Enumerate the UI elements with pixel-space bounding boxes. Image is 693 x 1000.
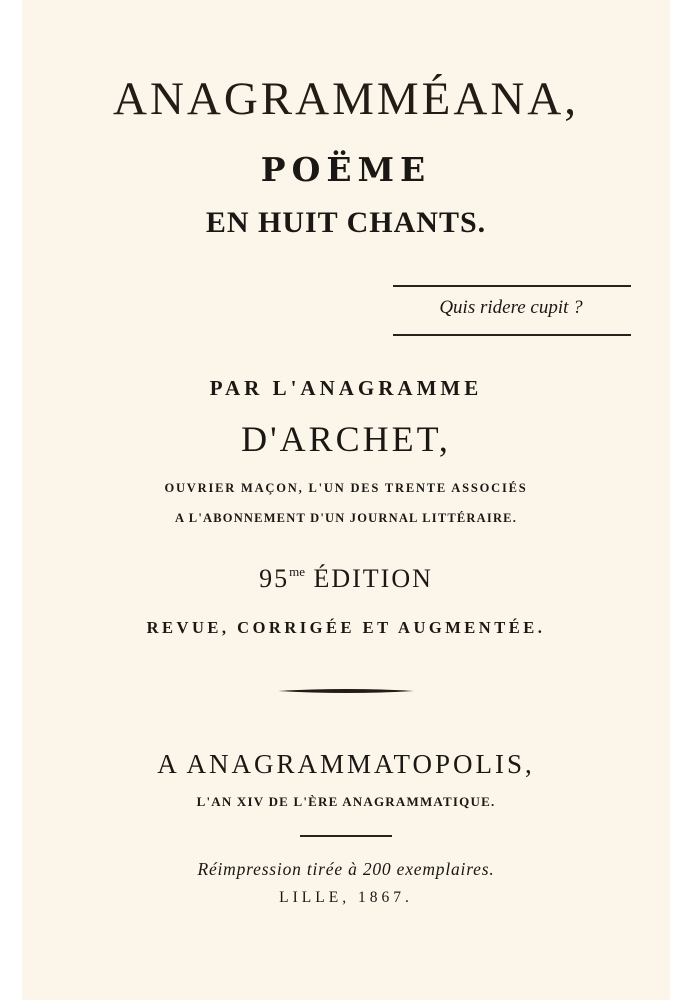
short-rule [300,835,392,837]
subtitle: EN HUIT CHANTS. [205,206,487,239]
edition-number: 95 [259,564,290,593]
imprint: LILLE, 1867. [279,889,413,906]
edition-ordinal-suffix: me [289,564,305,579]
book-title: ANAGRAMMÉANA, [113,73,579,125]
motto: Quis ridere cupit ? [439,297,583,318]
edition-line [22,565,670,592]
author-description-line-1: OUVRIER MAÇON, L'UN DES TRENTE ASSOCIÉS [164,481,528,495]
edition-word: ÉDITION [313,564,433,593]
date-line: L'AN XIV DE L'ÈRE ANAGRAMMATIQUE. [196,794,496,809]
author-prefix: PAR L'ANAGRAMME [209,376,483,400]
author-name: D'ARCHET, [241,419,451,459]
place-of-publication: A ANAGRAMMATOPOLIS, [157,749,535,779]
reprint-note: Réimpression tirée à 200 exemplaires. [197,859,495,879]
edition-description: REVUE, CORRIGÉE ET AUGMENTÉE. [146,618,546,637]
motto-rule-top [393,285,631,287]
genre-label: POËME [260,150,432,189]
author-description-line-2: A L'ABONNEMENT D'UN JOURNAL LITTÉRAIRE. [174,511,518,525]
ornamental-rule [278,684,414,698]
motto-rule-bottom [393,334,631,336]
title-page [22,0,670,1000]
